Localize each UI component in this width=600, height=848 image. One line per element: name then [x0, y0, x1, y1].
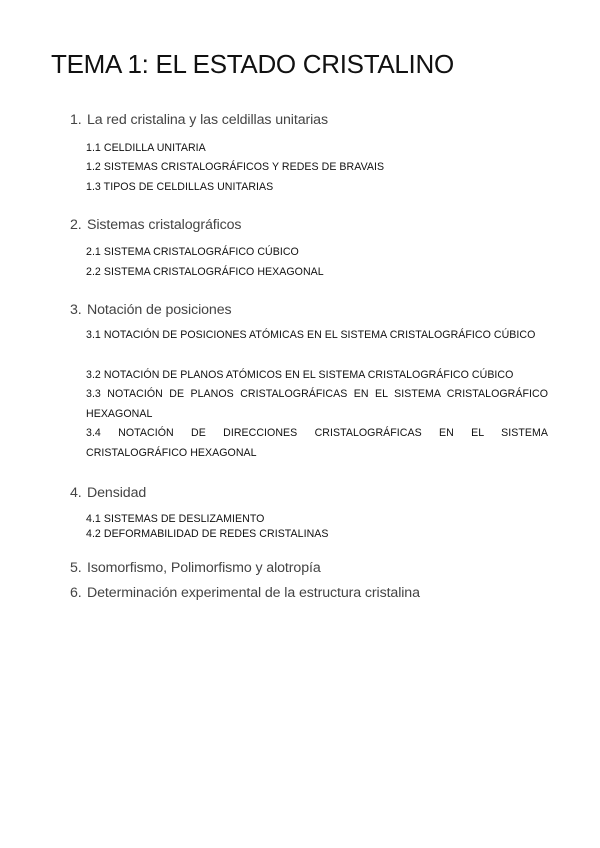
section-title: Sistemas cristalográficos [87, 217, 242, 233]
section-heading-6 [70, 585, 420, 601]
section-title: Determinación experimental de la estructura cristalina [87, 585, 420, 601]
subsection-3-1: 3.1 NOTACIÓN DE POSICIONES ATÓMICAS EN EL SISTEMA CRISTALOGRÁFICO CÚBICO [86, 329, 536, 341]
section-heading-3 [70, 302, 232, 318]
subsection-1-1: 1.1 CELDILLA UNITARIA [86, 142, 206, 154]
subsection-4-2: 4.2 DEFORMABILIDAD DE REDES CRISTALINAS [86, 528, 329, 540]
section-title: Densidad [87, 485, 147, 501]
section-number: 4. [70, 485, 82, 501]
section-heading-1 [70, 112, 328, 128]
subsection-3-2: 3.2 NOTACIÓN DE PLANOS ATÓMICOS EN EL SISTEMA CRISTALOGRÁFICO CÚBICO [86, 369, 514, 381]
section-heading-2 [70, 217, 241, 233]
subsection-2-1: 2.1 SISTEMA CRISTALOGRÁFICO CÚBICO [86, 246, 299, 258]
subsection-1-3: 1.3 TIPOS DE CELDILLAS UNITARIAS [86, 181, 274, 193]
section-number: 2. [70, 217, 82, 233]
section-number: 6. [70, 585, 82, 601]
section-number: 3. [70, 302, 82, 318]
subsection-1-2: 1.2 SISTEMAS CRISTALOGRÁFICOS Y REDES DE BRAVAIS [86, 161, 385, 173]
section-heading-5 [70, 560, 321, 576]
section-title: Isomorfismo, Polimorfismo y alotropía [87, 560, 321, 576]
section-heading-4 [70, 485, 146, 501]
page-title: TEMA 1: EL ESTADO CRISTALINO [51, 49, 454, 79]
subsection-3-3: 3.3 NOTACIÓN DE PLANOS CRISTALOGRÁFICAS EN EL SISTEMA CRISTALOGRÁFICO HEXAGONAL [86, 388, 548, 420]
section-number: 1. [70, 112, 82, 128]
section-number: 5. [70, 560, 82, 576]
subsection-2-2: 2.2 SISTEMA CRISTALOGRÁFICO HEXAGONAL [86, 266, 324, 278]
section-title: Notación de posiciones [87, 302, 232, 318]
section-title: La red cristalina y las celdillas unitarias [87, 112, 328, 128]
subsection-3-4: 3.4 NOTACIÓN DE DIRECCIONES CRISTALOGRÁFICAS EN EL SISTEMA CRISTALOGRÁFICO HEXAGONAL [86, 427, 548, 459]
subsection-4-1: 4.1 SISTEMAS DE DESLIZAMIENTO [86, 513, 265, 525]
